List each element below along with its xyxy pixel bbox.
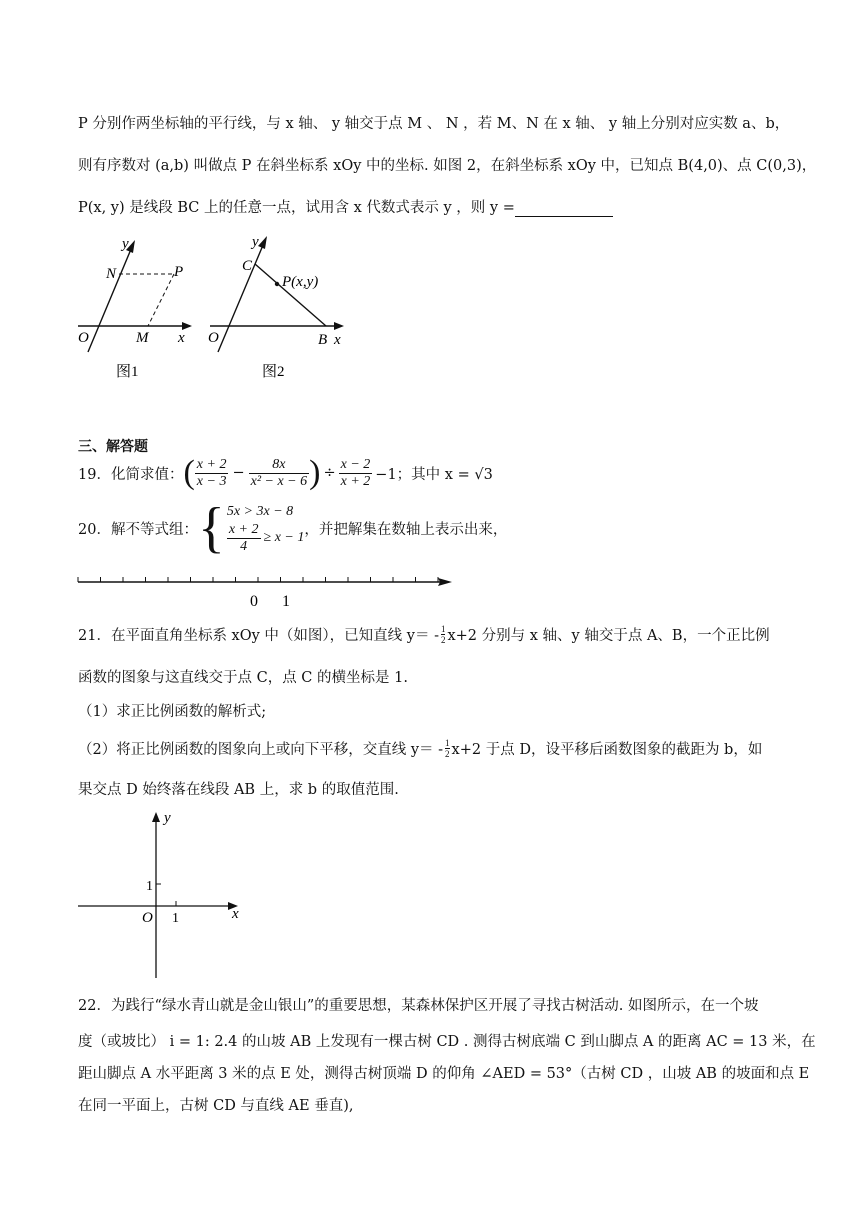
- fig2-point-p: [275, 282, 279, 286]
- fig1-dash-pm: [148, 274, 174, 326]
- q19-tail: −1；其中 x = √3: [375, 466, 493, 483]
- q21-line1: 21．在平面直角坐标系 xOy 中（如图），已知直线 y＝ - 1 2 x+2 分别与 x 轴、y 轴交于点 A、B，一个正比例: [78, 624, 770, 645]
- fig1-label-y: y: [122, 236, 129, 252]
- figure-1: [72, 232, 202, 384]
- q19-frac1: $\frac{x + 2}{x - 3}$: [196, 456, 227, 489]
- fig2-label-b: B: [318, 332, 328, 348]
- q19-div: ÷: [323, 465, 336, 481]
- number-line-arrow: [438, 578, 452, 586]
- section-title: 三、解答题: [78, 439, 148, 455]
- q22-line2: 度（或坡比） i = 1: 2.4 的山坡 AB 上发现有一棵古树 CD . 测得古树底端 C 到山脚点 A 的距离 AC = 13 米，在: [78, 1034, 816, 1050]
- fig1-label-n: N: [106, 266, 117, 282]
- number-line-label-1: 1: [282, 593, 290, 610]
- q21-half: 1 2: [440, 624, 446, 645]
- fig2-label-y: y: [252, 234, 259, 250]
- fig1-label-o: O: [78, 330, 89, 346]
- fig1-label-m: M: [136, 330, 149, 346]
- q18-line3: [78, 196, 613, 217]
- number-line: [76, 568, 456, 610]
- q21-label-1x: 1: [172, 911, 179, 926]
- q18-line2: 则有序数对 (a,b) 叫做点 P 在斜坐标系 xOy 中的坐标. 如图 2，在斜坐标系 xOy 中，已知点 B(4,0)、点 C(0,3)，: [78, 158, 817, 174]
- q19-rparen: ): [309, 454, 321, 491]
- q22-line1: 22．为践行“绿水青山就是金山银山”的重要思想，某森林保护区开展了寻找古树活动. 如图所示，在一个坡: [78, 998, 759, 1014]
- q20-system: 5x > 3x − 8 $\frac{x + 2}{4}$ ≥ x − 1: [226, 503, 305, 554]
- answer-blank: [515, 202, 613, 217]
- number-line-label-0: 0: [250, 593, 258, 610]
- q19-frac3: $\frac{x - 2}{x + 2}$: [340, 456, 371, 489]
- fig2-label-x: x: [334, 332, 341, 348]
- q21-line2: 函数的图象与这直线交于点 C，点 C 的横坐标是 1.: [78, 670, 408, 686]
- q21-sub2: （2）将正比例函数的图象向上或向下平移，交直线 y＝ - 1 2 x+2 于点 D，设平移后函数图象的截距为 b，如: [78, 738, 763, 759]
- q21-label-1y: 1: [146, 879, 153, 894]
- q20-brace: {: [197, 497, 225, 559]
- q21-label-x: x: [232, 906, 239, 922]
- q21-label-o: O: [142, 910, 153, 926]
- q21-sub1: （1）求正比例函数的解析式;: [78, 704, 267, 720]
- q19-frac2: $\frac{8x}{\text{x² − x − 6}}$: [250, 456, 308, 489]
- q21-y-arrow: [152, 812, 160, 822]
- fig2-label-o: O: [208, 330, 219, 346]
- q21-label-y: y: [164, 810, 171, 826]
- number-line-ticks: [78, 577, 438, 582]
- q21-axes: [74, 806, 254, 982]
- fig2-label-p: P(x,y): [282, 274, 319, 290]
- q22-line4: 在同一平面上，古树 CD 与直线 AE 垂直),: [78, 1098, 354, 1114]
- fig1-label-x: x: [178, 330, 185, 346]
- fig2-y-arrow: [258, 236, 267, 249]
- q19-lparen: (: [183, 454, 195, 491]
- fig2-x-arrow: [334, 322, 344, 330]
- fig1-x-arrow: [182, 322, 192, 330]
- q20-suffix: ，并把解集在数轴上表示出来，: [304, 521, 508, 538]
- q19-minus: −: [232, 465, 245, 481]
- fig2-label-c: C: [242, 258, 253, 274]
- fig1-caption: 图1: [116, 364, 139, 380]
- figure-2: [204, 232, 354, 384]
- fig2-caption: 图2: [262, 364, 285, 380]
- q22-line3: 距山脚点 A 水平距离 3 米的点 E 处，测得古树顶端 D 的仰角 ∠AED = 53°（古树 CD ，山坡 AB 的坡面和点 E: [78, 1066, 810, 1082]
- fig1-label-p: P: [174, 264, 184, 280]
- q18-line3-text: P(x, y) 是线段 BC 上的任意一点，试用含 x 代数式表示 y ，则 y =: [78, 200, 515, 216]
- q21-half-2: 1 2: [445, 738, 450, 759]
- fig2-y-axis: [218, 238, 266, 352]
- q21-sub2-cont: 果交点 D 始终落在线段 AB 上，求 b 的取值范围.: [78, 782, 399, 798]
- fig1-y-axis: [88, 242, 134, 352]
- q20: [78, 497, 508, 559]
- q20-prefix: 20．解不等式组：: [78, 521, 198, 538]
- q19: [78, 454, 493, 492]
- q19-prefix: 19．化简求值：: [78, 466, 184, 483]
- q18-line1: P 分别作两坐标轴的平行线，与 x 轴、 y 轴交于点 M 、 N ，若 M、N 在 x 轴、 y 轴上分别对应实数 a、b，: [78, 116, 790, 132]
